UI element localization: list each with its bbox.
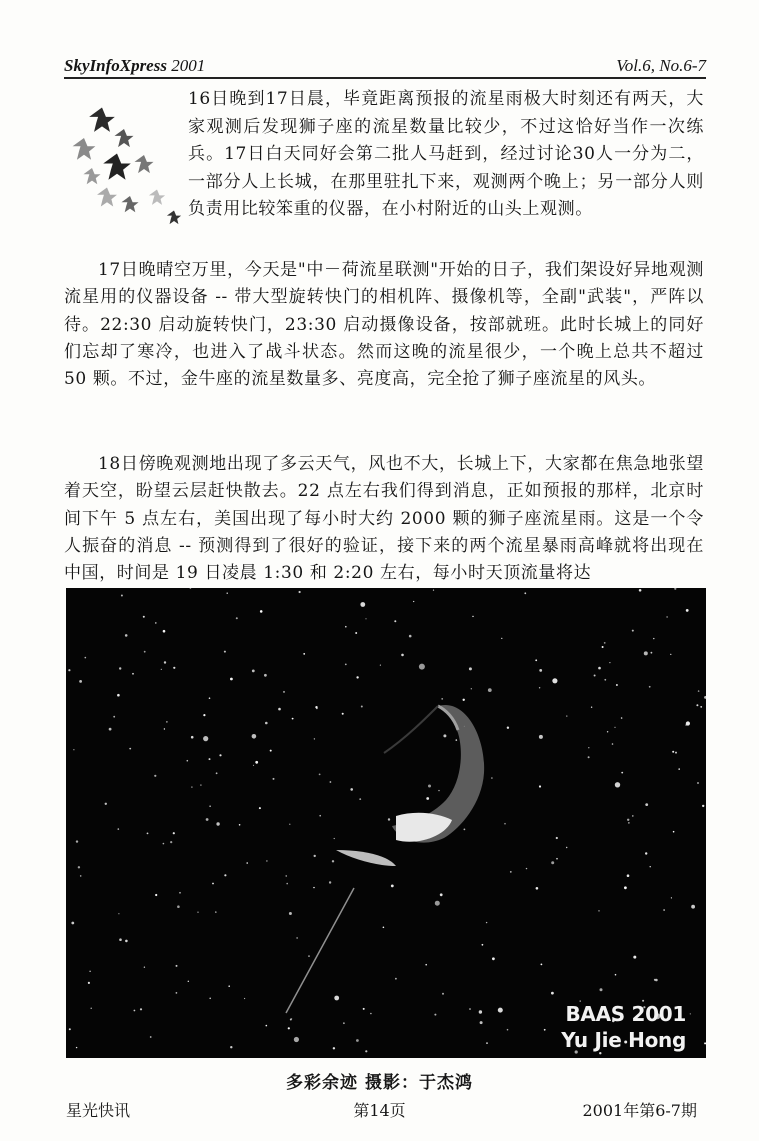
star-point bbox=[486, 1042, 488, 1044]
star-point bbox=[319, 815, 321, 817]
star-point bbox=[380, 665, 381, 666]
star-point bbox=[394, 620, 396, 622]
star-point bbox=[173, 667, 175, 669]
star-point bbox=[604, 642, 606, 644]
star-point bbox=[639, 589, 642, 592]
star-point bbox=[209, 758, 211, 760]
paragraph-3: 18日傍晚观测地出现了多云天气，风也不大，长城上下，大家都在焦急地张望着天空，盼望云层赶快散去。22 点左右我们得到消息，正如预报的那样，北京时间下午 5 点左右，美国出现了每小时大约 2000 颗的狮子座流星雨。这是一个令人振奋的消息 -- 预测得到了很好的验证，接下来的两个流星暴雨高峰就将出现在中国，时间是 19 日凌晨 1:30 和 2:20 左右，每小时天顶流量将达 bbox=[64, 454, 704, 584]
star-point bbox=[599, 1052, 601, 1054]
star-point bbox=[296, 937, 297, 938]
star-point bbox=[426, 797, 429, 800]
star-point bbox=[278, 708, 281, 711]
star-point bbox=[125, 634, 128, 637]
star-point bbox=[313, 887, 314, 888]
star-point bbox=[696, 704, 698, 706]
star-point bbox=[191, 786, 192, 787]
star-point bbox=[598, 910, 599, 911]
star-point bbox=[150, 1036, 152, 1038]
star-point bbox=[333, 1047, 335, 1049]
star-point bbox=[132, 673, 134, 675]
star-point bbox=[507, 1029, 509, 1031]
star-point bbox=[163, 630, 166, 633]
star-point bbox=[666, 616, 667, 617]
star-point bbox=[173, 832, 175, 834]
star-point bbox=[504, 823, 506, 825]
star-point bbox=[273, 778, 275, 780]
star-point bbox=[704, 696, 706, 699]
star-point bbox=[621, 772, 623, 774]
star-point bbox=[244, 998, 245, 999]
star-point bbox=[144, 651, 146, 653]
star-point bbox=[670, 654, 671, 655]
star-point bbox=[260, 610, 263, 613]
star-point bbox=[370, 1013, 372, 1015]
star-point bbox=[434, 1014, 436, 1016]
star-point bbox=[678, 768, 680, 770]
star-point bbox=[177, 905, 180, 908]
star-point bbox=[391, 885, 394, 888]
star-point bbox=[471, 688, 472, 689]
star-point bbox=[188, 981, 189, 982]
star-point bbox=[334, 838, 335, 839]
star-point bbox=[209, 998, 211, 1000]
star-point bbox=[329, 881, 331, 883]
star-point bbox=[510, 871, 512, 873]
star-point bbox=[491, 777, 493, 779]
star-point bbox=[224, 874, 226, 876]
star-point bbox=[655, 979, 658, 982]
star-point bbox=[187, 760, 189, 762]
header-rule bbox=[64, 77, 706, 79]
star-point bbox=[68, 669, 70, 671]
star-point bbox=[507, 727, 509, 729]
meteor-train-photo bbox=[66, 588, 706, 1058]
star-point bbox=[270, 750, 272, 752]
star-point bbox=[176, 992, 178, 994]
star-point bbox=[442, 993, 444, 995]
star-point bbox=[443, 734, 446, 737]
star-point bbox=[330, 781, 332, 783]
star-point bbox=[164, 661, 166, 663]
star-point bbox=[76, 840, 78, 842]
star-point bbox=[535, 659, 537, 661]
star-point bbox=[179, 892, 181, 894]
star-point bbox=[121, 595, 123, 597]
star-point bbox=[252, 670, 255, 673]
star-point bbox=[319, 774, 321, 776]
star-point bbox=[645, 852, 647, 854]
star-point bbox=[345, 626, 347, 628]
star-point bbox=[227, 593, 228, 594]
star-point bbox=[197, 912, 198, 913]
star-point bbox=[73, 749, 74, 750]
star-point bbox=[191, 736, 194, 739]
star-point bbox=[479, 1010, 482, 1013]
star-point bbox=[118, 913, 119, 914]
star-point bbox=[288, 1027, 290, 1029]
star-point bbox=[464, 829, 466, 831]
star-point bbox=[702, 805, 704, 807]
star-point bbox=[413, 601, 414, 602]
publication-title bbox=[64, 56, 205, 76]
star-point bbox=[602, 646, 604, 648]
star-point bbox=[89, 971, 90, 972]
star-point bbox=[472, 616, 473, 617]
star-point bbox=[591, 707, 592, 708]
star-point bbox=[615, 974, 617, 976]
star-point bbox=[544, 1029, 546, 1031]
stars-decoration-icon bbox=[62, 95, 192, 230]
star-point bbox=[117, 694, 120, 697]
star-point bbox=[482, 944, 484, 946]
star-point bbox=[76, 1047, 77, 1048]
star-point bbox=[252, 734, 257, 739]
star-point bbox=[632, 815, 634, 817]
star-point bbox=[649, 686, 651, 688]
star-point bbox=[355, 632, 357, 634]
star-point bbox=[600, 988, 603, 991]
star-point bbox=[356, 676, 358, 678]
star-point bbox=[609, 662, 610, 663]
star-point bbox=[463, 699, 465, 701]
star-point bbox=[246, 862, 248, 864]
star-point bbox=[536, 887, 539, 890]
star-point bbox=[294, 1037, 299, 1042]
star-point bbox=[395, 978, 397, 980]
star-point bbox=[488, 688, 492, 692]
star-point bbox=[588, 756, 590, 758]
star-point bbox=[91, 1008, 92, 1009]
star-point bbox=[216, 772, 218, 774]
star-point bbox=[155, 622, 157, 624]
star-point bbox=[539, 735, 543, 739]
star-point bbox=[253, 765, 254, 766]
star-point bbox=[332, 860, 334, 862]
star-point bbox=[166, 721, 167, 722]
star-point bbox=[551, 992, 554, 995]
star-point bbox=[526, 868, 527, 869]
star-point bbox=[480, 1021, 483, 1024]
star-point bbox=[363, 1008, 365, 1010]
star-point bbox=[286, 875, 287, 876]
publication-name: SkyInfoXpress bbox=[64, 56, 167, 75]
star-point bbox=[129, 748, 131, 750]
star-point bbox=[289, 824, 290, 825]
star-point bbox=[292, 718, 294, 720]
star-point bbox=[230, 1046, 232, 1048]
star-point bbox=[266, 860, 267, 861]
star-point bbox=[118, 828, 120, 830]
star-point bbox=[119, 938, 122, 941]
star-point bbox=[409, 635, 412, 638]
star-point bbox=[359, 798, 361, 800]
star-point bbox=[524, 592, 526, 594]
star-point bbox=[119, 667, 121, 669]
publication-year: 2001 bbox=[166, 56, 206, 75]
star-point bbox=[632, 630, 634, 632]
star-point bbox=[236, 617, 238, 619]
star-point bbox=[401, 654, 404, 657]
star-point bbox=[501, 638, 502, 639]
star-point bbox=[80, 875, 82, 877]
star-point bbox=[203, 736, 208, 741]
star-point bbox=[154, 775, 156, 777]
star-point bbox=[486, 922, 487, 923]
star-point bbox=[308, 955, 310, 957]
star-point bbox=[539, 785, 541, 787]
star-point bbox=[283, 691, 285, 693]
meteor-train-icon bbox=[286, 705, 484, 1013]
star-point bbox=[633, 956, 636, 959]
star-point bbox=[671, 897, 672, 898]
star-point bbox=[566, 715, 567, 716]
star-point bbox=[556, 858, 558, 860]
star-point bbox=[674, 588, 676, 590]
star-point bbox=[264, 674, 267, 677]
star-point bbox=[216, 822, 219, 825]
star-point bbox=[675, 752, 677, 754]
star-point bbox=[612, 743, 614, 745]
star-point bbox=[228, 985, 230, 987]
star-point bbox=[125, 940, 128, 943]
star-point bbox=[164, 728, 165, 729]
star-point bbox=[140, 1008, 142, 1010]
paragraph-1: 16日晚到17日晨，毕竟距离预报的流星雨极大时刻还有两天，大家观测后发现狮子座的流星数量比较少，不过这恰好当作一次练兵。17日白天同好会第二批人马赶到，经过讨论30人一分为二，一部分人上长城，在那里驻扎下来，观测两个晚上；另一部分人则负责用比较笨重的仪器，在小村附近的山头上观测。 bbox=[188, 89, 704, 220]
star-point bbox=[627, 819, 629, 821]
star-point bbox=[170, 841, 172, 843]
star-point bbox=[673, 831, 675, 833]
star-point bbox=[78, 866, 80, 868]
star-point bbox=[147, 833, 149, 835]
star-point bbox=[621, 717, 623, 719]
star-point bbox=[291, 1018, 292, 1019]
star-point bbox=[624, 886, 627, 889]
star-point bbox=[350, 788, 353, 791]
star-point bbox=[209, 806, 210, 807]
star-point bbox=[686, 721, 690, 725]
star-point bbox=[383, 927, 385, 929]
star-point bbox=[704, 1042, 706, 1044]
star-point bbox=[334, 996, 339, 1001]
star-point bbox=[456, 739, 458, 741]
star-point bbox=[255, 761, 258, 764]
star-point bbox=[361, 706, 363, 708]
star-point bbox=[230, 678, 233, 681]
star-point bbox=[469, 1008, 471, 1010]
star-point bbox=[672, 751, 674, 753]
star-point bbox=[212, 883, 214, 885]
star-point bbox=[419, 664, 425, 670]
star-point bbox=[433, 590, 434, 591]
running-header bbox=[64, 56, 706, 78]
star-point bbox=[343, 1022, 345, 1024]
star-point bbox=[365, 618, 366, 619]
star-point bbox=[105, 803, 107, 805]
star-point bbox=[71, 922, 74, 925]
paragraph-2: 17日晚晴空万里，今天是"中－荷流星联测"开始的日子，我们架设好异地观测流星用的仪器设备 -- 带大型旋转快门的相机阵、摄像机等，全副"武装"，严阵以待。22:30 启动旋转快门，23:30 启动摄像设备，按部就班。此时长城上的同好们忘却了寒冷，也进入了战斗状态。然而这晚的流星很少，一个晚上总共不超过 50 颗。不过，金牛座的流星数量多、亮度高，完全抢了狮子座流星的风头。 bbox=[64, 260, 704, 390]
star-point bbox=[144, 967, 145, 968]
star-point bbox=[650, 866, 651, 867]
star-point bbox=[209, 697, 211, 699]
star-point bbox=[698, 690, 700, 692]
star-point bbox=[428, 785, 431, 788]
star-point bbox=[215, 911, 217, 913]
watermark-line-2: Yu Jie Hong bbox=[561, 1028, 686, 1052]
star-point bbox=[206, 818, 209, 821]
star-point bbox=[360, 602, 365, 607]
star-point bbox=[109, 728, 112, 731]
star-point bbox=[691, 905, 695, 909]
star-point bbox=[219, 754, 221, 756]
star-point bbox=[299, 591, 301, 593]
star-point bbox=[539, 687, 540, 688]
star-point bbox=[690, 1013, 691, 1014]
star-point bbox=[163, 843, 165, 845]
star-point bbox=[440, 893, 443, 896]
star-point bbox=[388, 818, 390, 820]
star-point bbox=[85, 657, 87, 659]
star-point bbox=[498, 1008, 503, 1013]
star-point bbox=[607, 731, 608, 732]
star-point bbox=[627, 874, 630, 877]
footer-publication: 星光快讯 bbox=[66, 1101, 131, 1120]
star-point bbox=[539, 669, 542, 672]
star-point bbox=[345, 664, 347, 666]
star-point bbox=[566, 847, 567, 848]
star-point bbox=[134, 1010, 136, 1012]
star-point bbox=[616, 684, 618, 686]
star-point bbox=[645, 803, 648, 806]
star-point bbox=[265, 722, 268, 725]
star-point bbox=[266, 1025, 268, 1027]
star-point bbox=[604, 679, 606, 681]
star-point bbox=[190, 588, 192, 589]
star-point bbox=[356, 1039, 359, 1042]
star-point bbox=[259, 807, 261, 809]
star-point bbox=[614, 727, 615, 728]
star-point bbox=[425, 964, 427, 966]
star-point bbox=[113, 716, 115, 718]
star-point bbox=[598, 667, 601, 670]
volume-number: Vol.6, No.6-7 bbox=[616, 56, 706, 75]
star-point bbox=[176, 965, 178, 967]
star-point bbox=[286, 883, 288, 885]
starfield-image bbox=[66, 588, 706, 1058]
star-point bbox=[365, 1050, 367, 1052]
star-point bbox=[697, 782, 699, 784]
star-point bbox=[314, 738, 315, 739]
star-point bbox=[644, 651, 648, 655]
star-point bbox=[552, 678, 557, 683]
star-point bbox=[69, 1028, 71, 1030]
star-point bbox=[79, 680, 82, 683]
watermark-line-1: BAAS 2001 bbox=[565, 1002, 686, 1026]
star-point bbox=[588, 747, 589, 748]
star-point bbox=[435, 901, 440, 906]
star-point bbox=[155, 894, 157, 896]
footer-page-number: 第14页 bbox=[353, 1101, 406, 1120]
footer-issue: 2001年第6-7期 bbox=[582, 1101, 697, 1120]
star-point bbox=[492, 957, 495, 960]
star-point bbox=[615, 782, 620, 787]
photo-caption: 多彩余迹 摄影：于杰鸿 bbox=[286, 1073, 473, 1093]
star-point bbox=[200, 784, 201, 785]
star-point bbox=[342, 713, 344, 715]
star-point bbox=[289, 912, 292, 915]
star-point bbox=[88, 982, 90, 984]
star-point bbox=[315, 706, 317, 708]
star-point bbox=[628, 822, 629, 823]
star-point bbox=[663, 909, 665, 911]
star-point bbox=[651, 652, 653, 654]
star-point bbox=[224, 651, 226, 653]
star-point bbox=[441, 698, 443, 700]
star-point bbox=[686, 609, 689, 612]
star-point bbox=[653, 638, 654, 639]
star-point bbox=[438, 790, 439, 791]
star-point bbox=[700, 706, 702, 708]
star-point bbox=[161, 669, 162, 670]
star-point bbox=[541, 964, 543, 966]
star-point bbox=[239, 824, 241, 826]
star-point bbox=[469, 667, 472, 670]
star-point bbox=[556, 837, 558, 839]
star-point bbox=[314, 855, 316, 857]
star-point bbox=[143, 616, 145, 618]
star-point bbox=[303, 653, 305, 655]
star-point bbox=[203, 714, 205, 716]
star-point bbox=[551, 861, 554, 864]
star-point bbox=[594, 675, 596, 677]
